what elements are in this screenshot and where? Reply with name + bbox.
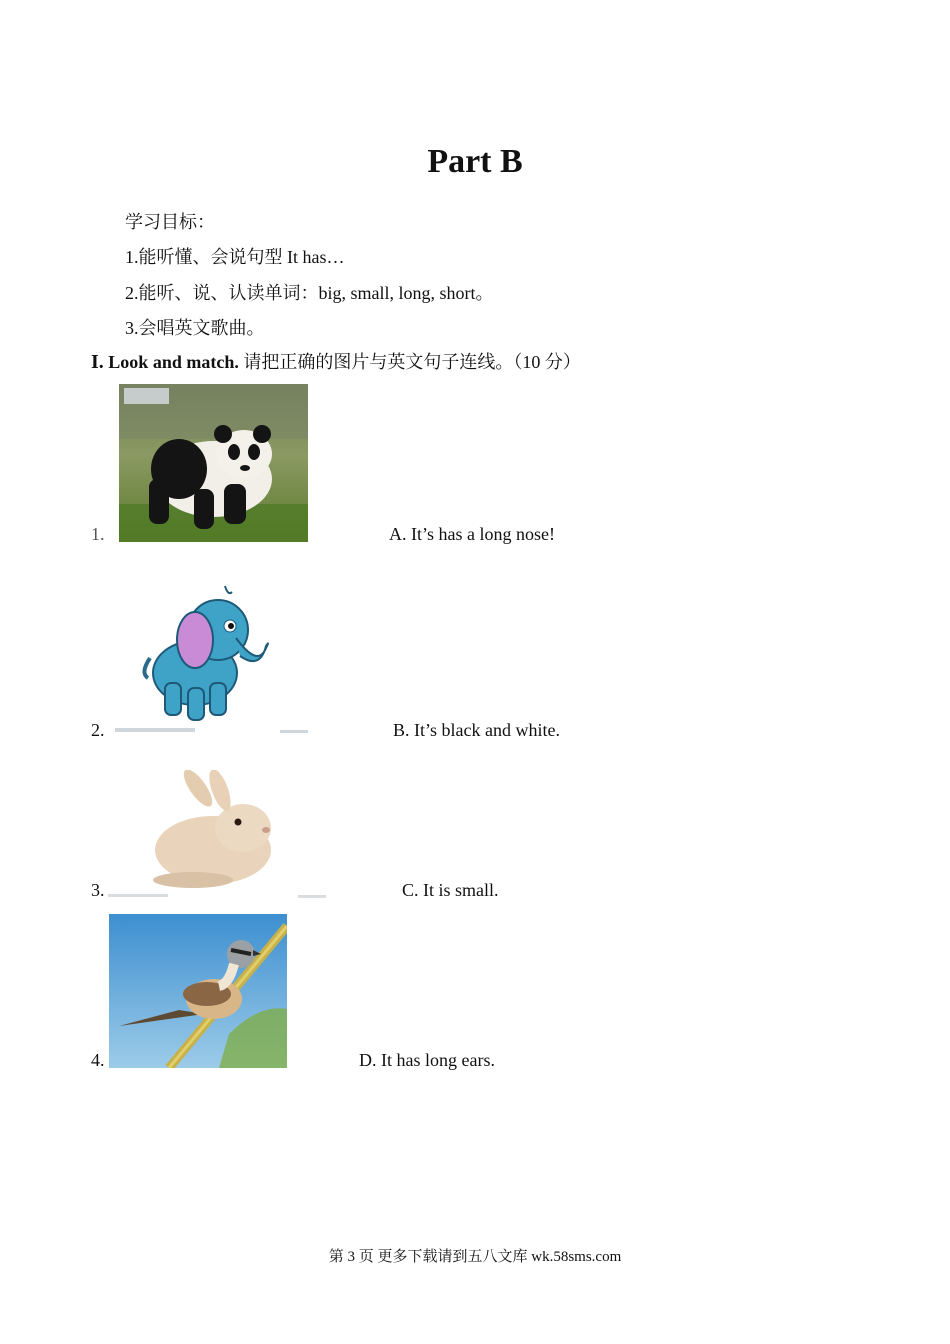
item-number-3: 3. (91, 880, 105, 900)
page-footer: 第 3 页 更多下载请到五八文库 wk.58sms.com (328, 1249, 622, 1265)
bird-image (109, 914, 287, 1068)
section-roman: I. (91, 351, 104, 373)
item-number-4: 4. (91, 1050, 105, 1070)
objectives-heading: 学习目标： (125, 212, 215, 232)
objective-item-3: 3.会唱英文歌曲。 (125, 318, 265, 338)
elephant-image (110, 578, 310, 738)
section-title: Look and match. (108, 352, 239, 372)
panda-image (119, 384, 308, 542)
answer-a: A. It’s has a long nose! (389, 524, 555, 544)
section-heading (91, 348, 581, 374)
item-number-2: 2. (91, 720, 105, 740)
answer-b: B. It’s black and white. (393, 720, 560, 740)
page-title: Part B (427, 143, 523, 180)
rabbit-image (108, 770, 328, 900)
answer-d: D. It has long ears. (359, 1050, 495, 1070)
objective-item-2: 2.能听、说、认读单词：big, small, long, short。 (125, 283, 494, 303)
objective-item-1: 1.能听懂、会说句型 It has… (125, 247, 345, 267)
item-number-1: 1. (91, 524, 105, 544)
answer-c: C. It is small. (402, 880, 499, 900)
section-instruction: 请把正确的图片与英文句子连线。（10 分） (243, 352, 581, 372)
